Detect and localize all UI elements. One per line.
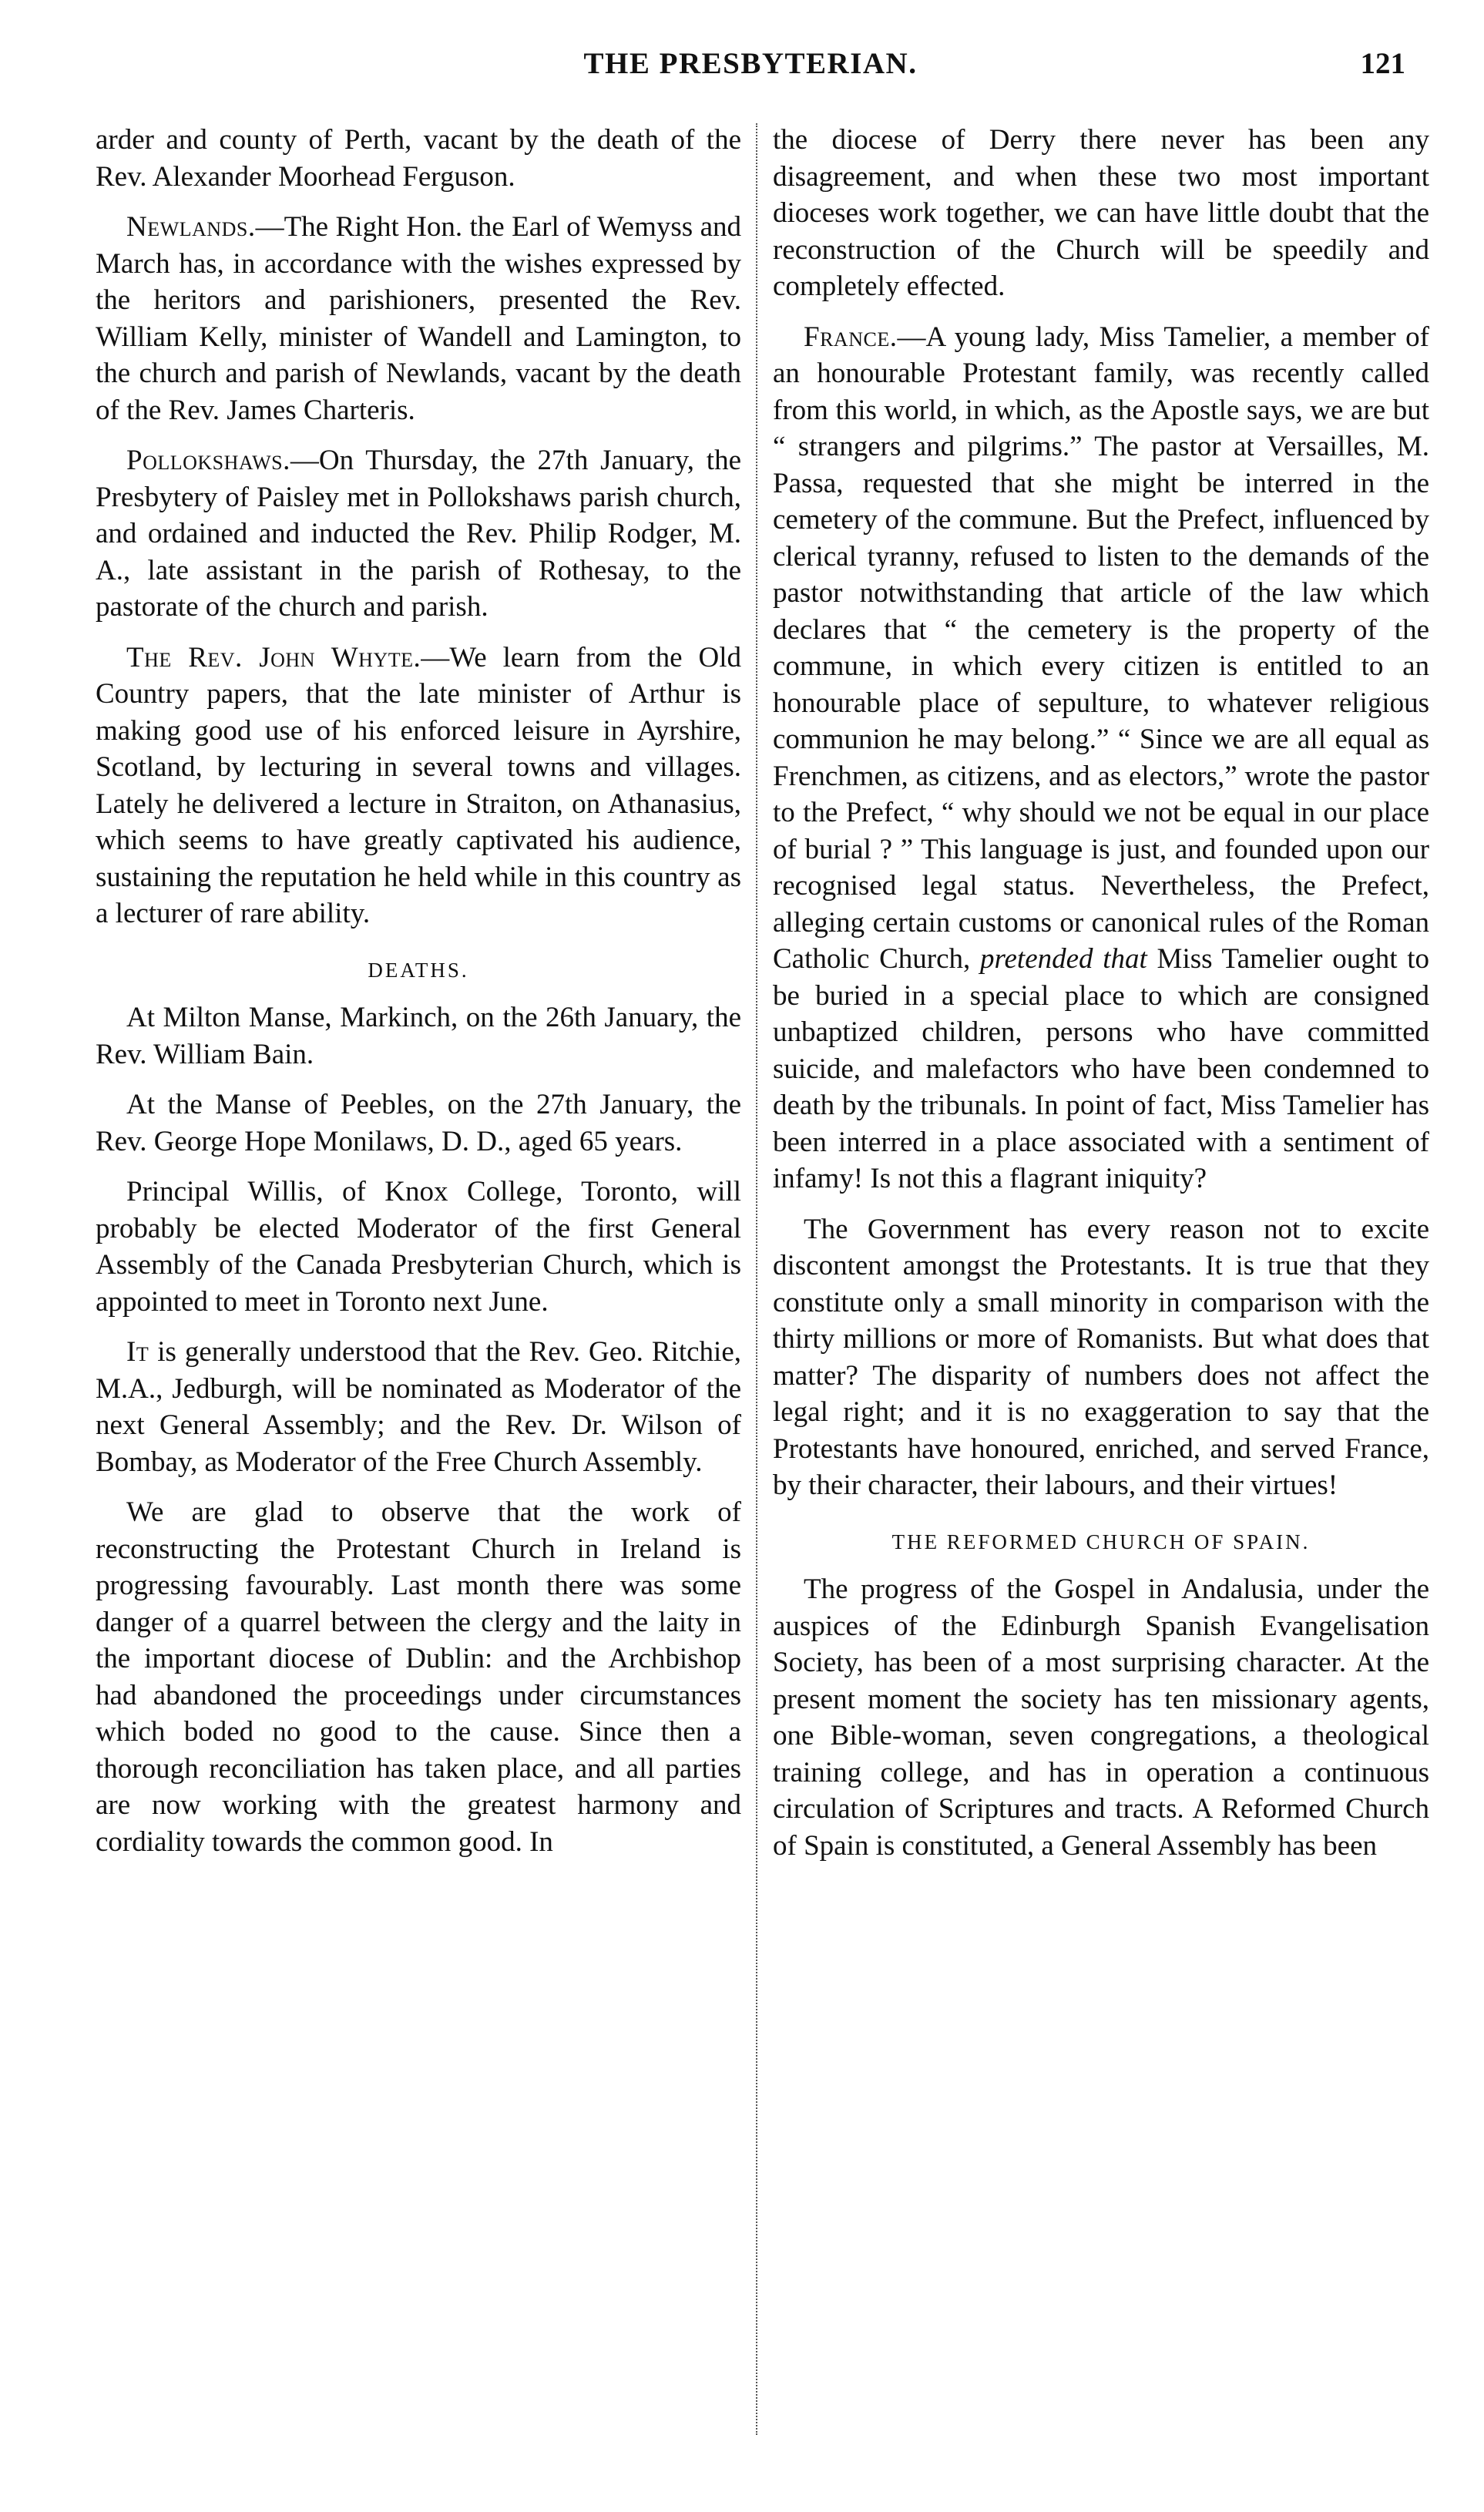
- derry-paragraph: the diocese of Derry there never has been any disagreement, and when these two most important dioceses work together, we can have little doubt that the reconstruction of the Church will be speedily and completely effected.: [773, 124, 1429, 302]
- ireland-church-paragraph: We are glad to observe that the work of reconstructing the Protestant Church in Ireland is progressing favourably. Last month there was some danger of a quarrel between the clergy and the laity in the important diocese of Dublin: and the Archbishop had abandoned the proceedings under circumstances which boded no good to the cause. Since then a thorough reconciliation has taken place, and all parties are now working with the greatest harmony and cordiality towards the common good. In: [96, 1496, 741, 1858]
- death-notice-bain: At Milton Manse, Markinch, on the 26th January, the Rev. William Bain.: [96, 1002, 741, 1070]
- france-body-a: —A young lady, Miss Tamelier, a member of an honourable Protestant family, was recently called from this world, in which, as the Apostle says, we are but “ strangers and pilgrims.” The pastor at Versailles, M. Passa, requested that she might be interred in the cemetery of the commune. But the Prefect, influenced by clerical tyranny, refused to listen to the demands of the pastor notwithstanding that article of the law which declares that “ the cemetery is the property of the commune, in which every citizen is entitled to an honourable place of sepulture, to whatever religious communion he may belong.” “ Since we are all equal as Frenchmen, as citizens, and as electors,” wrote the pastor to the Prefect, “ why should we not be equal in our place of burial ? ” This language is just, and founded upon our recognised legal status. Nevertheless, the Prefect, alleging certain customs or canonical rules of the Roman Catholic Church,: [773, 321, 1429, 975]
- pollokshaws-body: —On Thursday, the 27th January, the Presbytery of Paisley met in Pollokshaws parish church, and ordained and inducted the Rev. Philip Rodger, M. A., late assistant in the parish of Rothesay, to the pastorate of the church and parish.: [96, 445, 741, 623]
- newlands-body: —The Right Hon. the Earl of Wemyss and March has, in accordance with the wishes expressed by the heritors and parishioners, presented the Rev. William Kelly, minister of Wandell and Lamington, to the church and parish of Newlands, vacant by the death of the Rev. James Charteris.: [96, 211, 741, 426]
- death-notice-monilaws: At the Manse of Peebles, on the 27th January, the Rev. George Hope Monilaws, D. D., aged 65 years.: [96, 1089, 741, 1157]
- right-column: [773, 122, 1429, 1878]
- france-lead: France.: [804, 321, 898, 353]
- ritchie-body: is generally understood that the Rev. Geo. Ritchie, M.A., Jedburgh, will be nominated as Moderator of the next General Assembly; and the Rev. Dr. Wilson of Bombay, as Moderator of the Free Church Assembly.: [96, 1336, 741, 1478]
- andalusia-paragraph: The progress of the Gospel in Andalusia, under the auspices of the Edinburgh Spanish Evangelisation Society, has been of a most surprising character. At the present moment the society has ten missionary agents, one Bible-woman, seven congregations, a theological training college, and has in operation a continuous circulation of Scriptures and tracts. A Reformed Church of Spain is constituted, a General Assembly has been: [773, 1573, 1429, 1862]
- page-header: [96, 46, 1405, 92]
- france-body-b: Miss Tamelier ought to be buried in a special place to which are consigned unbaptized children, persons who have committed suicide, and malefactors who have been condemned to death by the tribunals. In point of fact, Miss Tamelier has been interred in a place associated with a sentiment of infamy! Is not this a flagrant iniquity?: [773, 943, 1429, 1194]
- spain-heading: THE REFORMED CHURCH OF SPAIN.: [891, 1530, 1311, 1553]
- willis-moderator-paragraph: Principal Willis, of Knox College, Toronto, will probably be elected Moderator of the first General Assembly of the Canada Presbyterian Church, which is appointed to meet in Toronto next June.: [96, 1176, 741, 1318]
- column-divider: [756, 123, 757, 2435]
- newlands-paragraph: [96, 209, 741, 428]
- john-whyte-paragraph: [96, 640, 741, 932]
- france-paragraph: [773, 319, 1429, 1197]
- running-title: THE PRESBYTERIAN.: [583, 47, 918, 80]
- john-whyte-lead: The Rev. John Whyte.: [126, 641, 421, 673]
- pollokshaws-lead: Pollokshaws.: [126, 445, 290, 476]
- government-paragraph: The Government has every reason not to excite discontent amongst the Protestants. It is true that they constitute only a small minority in comparison with the thirty millions or more of Romanists. But what does that matter? The disparity of numbers does not affect the legal right; and it is no exaggeration to say that the Protestants have honoured, enriched, and served France, by their character, their labours, and their virtues!: [773, 1213, 1429, 1501]
- newlands-lead: Newlands.: [126, 211, 256, 243]
- perth-vacancy-paragraph: arder and county of Perth, vacant by the death of the Rev. Alexander Moorhead Ferguson.: [96, 124, 741, 193]
- ritchie-moderator-paragraph: [96, 1334, 741, 1480]
- page-number: 121: [1360, 47, 1405, 80]
- ritchie-lead: It: [126, 1336, 149, 1368]
- france-emphasis: pretended that: [979, 943, 1147, 975]
- left-column: [96, 122, 741, 1874]
- deaths-heading: DEATHS.: [368, 958, 469, 982]
- john-whyte-body: —We learn from the Old Country papers, that the late minister of Arthur is making good use of his enforced leisure in Ayrshire, Scotland, by lecturing in several towns and villages. Lately he delivered a lecture in Straiton, on Athanasius, which seems to have greatly captivated his audience, sustaining the reputation he held while in this country as a lecturer of rare ability.: [96, 641, 741, 929]
- pollokshaws-paragraph: [96, 442, 741, 626]
